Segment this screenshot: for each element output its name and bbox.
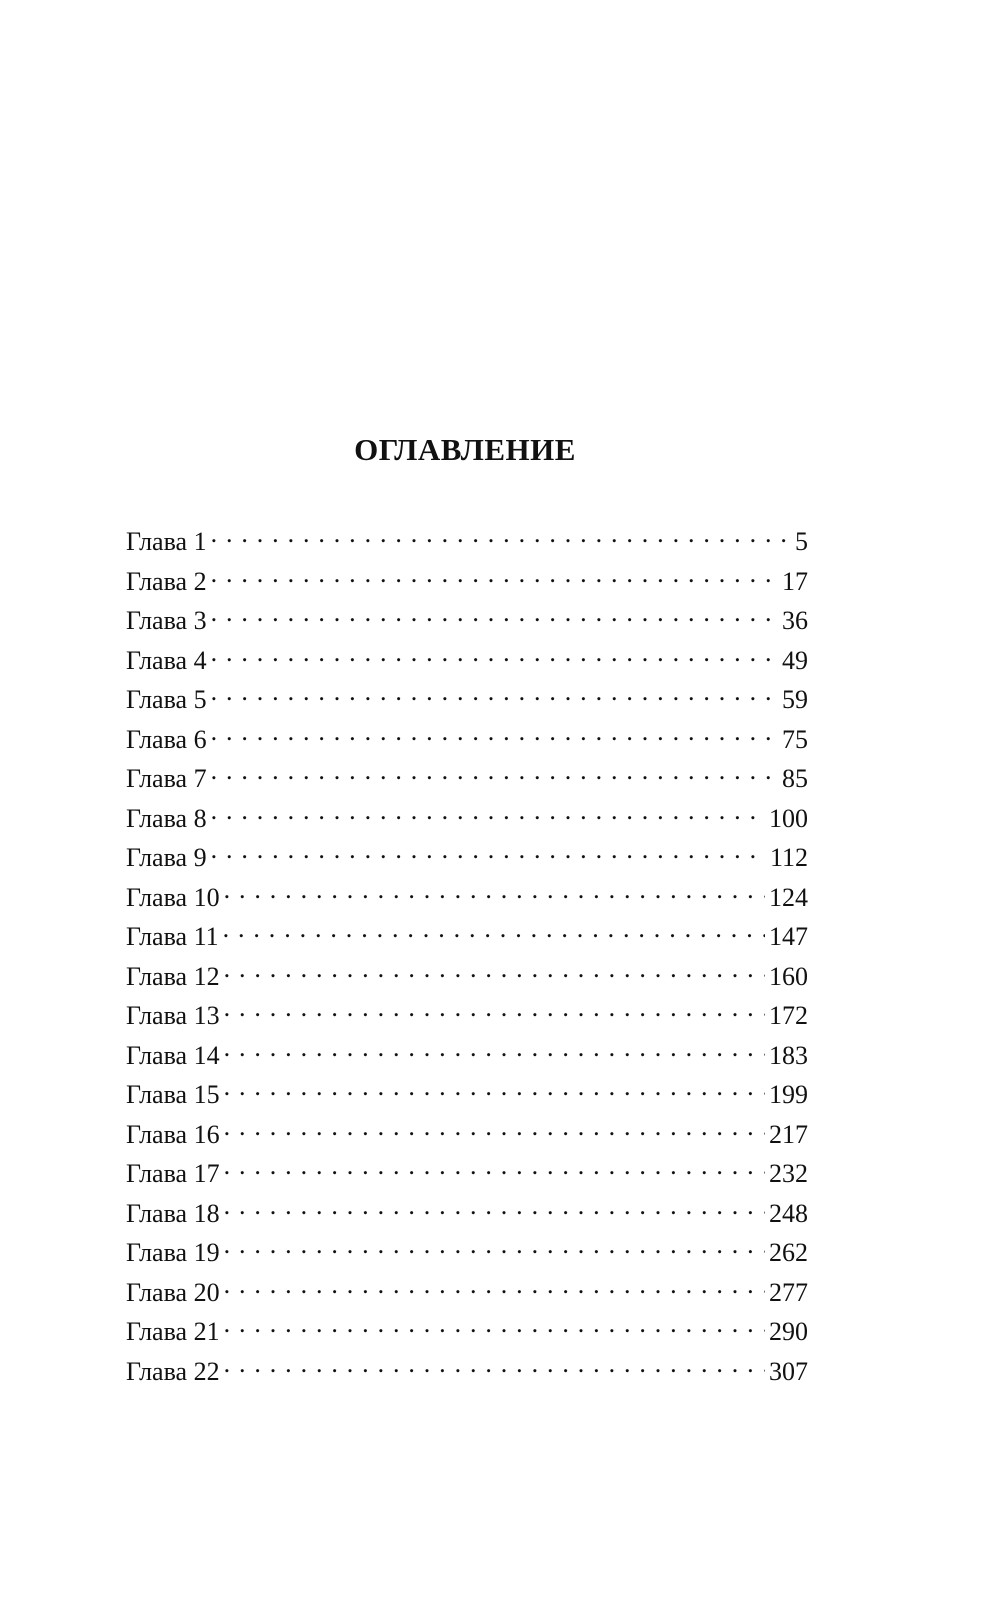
chapter-label: Глава 16	[126, 1119, 220, 1149]
page-title: ОГЛАВЛЕНИЕ	[354, 432, 576, 467]
page-number: 172	[769, 1001, 808, 1030]
dot-leader	[224, 1032, 765, 1064]
page-number: 183	[769, 1040, 808, 1070]
dot-leader	[211, 676, 778, 708]
chapter-label: Глава 2	[126, 566, 207, 596]
page-number: 217	[769, 1119, 808, 1149]
page-number: 147	[769, 922, 808, 951]
toc-entry[interactable]	[126, 795, 808, 835]
chapter-label: Глава 13	[126, 1001, 220, 1030]
chapter-label: Глава 22	[126, 1356, 220, 1386]
page-number: 160	[769, 961, 808, 991]
page-number: 277	[769, 1277, 808, 1307]
dot-leader	[224, 992, 765, 1024]
toc-entry[interactable]	[126, 834, 808, 874]
dot-leader	[224, 1190, 765, 1222]
dot-leader	[224, 1229, 765, 1261]
chapter-label: Глава 1	[126, 527, 207, 556]
chapter-label: Глава 10	[126, 882, 220, 912]
toc-entry[interactable]	[126, 1111, 808, 1151]
chapter-label: Глава 14	[126, 1040, 220, 1070]
toc-entry[interactable]	[126, 676, 808, 716]
dot-leader	[211, 716, 778, 748]
table-of-contents	[126, 518, 808, 1387]
toc-entry[interactable]	[126, 637, 808, 677]
chapter-label: Глава 20	[126, 1277, 220, 1307]
page-number: 85	[782, 764, 808, 793]
toc-entry[interactable]	[126, 874, 808, 914]
dot-leader	[224, 1348, 765, 1380]
dot-leader	[211, 637, 778, 669]
toc-entry[interactable]	[126, 992, 808, 1032]
dot-leader	[224, 1111, 765, 1143]
dot-leader	[211, 597, 778, 629]
chapter-label: Глава 9	[126, 843, 207, 872]
chapter-label: Глава 3	[126, 606, 207, 635]
dot-leader	[211, 518, 791, 550]
toc-entry[interactable]	[126, 755, 808, 795]
chapter-label: Глава 5	[126, 685, 207, 714]
page-number: 307	[769, 1356, 808, 1386]
page-number: 5	[795, 527, 808, 556]
toc-entry[interactable]	[126, 953, 808, 993]
toc-entry[interactable]	[126, 518, 808, 558]
dot-leader	[224, 953, 765, 985]
toc-entry[interactable]	[126, 1348, 808, 1388]
toc-entry[interactable]	[126, 1229, 808, 1269]
page-number: 112	[769, 843, 808, 872]
page-number: 262	[769, 1238, 808, 1267]
toc-entry[interactable]	[126, 1150, 808, 1190]
dot-leader	[224, 1269, 765, 1301]
chapter-label: Глава 11	[126, 922, 219, 951]
dot-leader	[224, 1071, 765, 1103]
dot-leader	[211, 558, 778, 590]
page-number: 199	[769, 1080, 808, 1109]
dot-leader	[224, 874, 765, 906]
dot-leader	[224, 1308, 765, 1340]
chapter-label: Глава 18	[126, 1198, 220, 1228]
chapter-label: Глава 21	[126, 1317, 220, 1346]
chapter-label: Глава 12	[126, 961, 220, 991]
toc-entry[interactable]	[126, 913, 808, 953]
chapter-label: Глава 17	[126, 1159, 220, 1188]
chapter-label: Глава 19	[126, 1238, 220, 1267]
dot-leader	[223, 913, 765, 945]
page-number: 248	[769, 1198, 808, 1228]
page-number: 36	[782, 606, 808, 635]
chapter-label: Глава 6	[126, 724, 207, 754]
dot-leader	[224, 1150, 765, 1182]
chapter-label: Глава 4	[126, 645, 207, 675]
toc-entry[interactable]	[126, 1269, 808, 1309]
toc-entry[interactable]	[126, 1190, 808, 1230]
chapter-label: Глава 15	[126, 1080, 220, 1109]
page-number: 290	[769, 1317, 808, 1346]
page-number: 17	[782, 566, 808, 596]
toc-entry[interactable]	[126, 1032, 808, 1072]
page-number: 232	[769, 1159, 808, 1188]
page-number: 100	[769, 803, 808, 833]
dot-leader	[211, 834, 766, 866]
toc-entry[interactable]	[126, 558, 808, 598]
chapter-label: Глава 7	[126, 764, 207, 793]
page-number: 124	[769, 882, 808, 912]
page-number: 75	[782, 724, 808, 754]
chapter-label: Глава 8	[126, 803, 207, 833]
toc-entry[interactable]	[126, 1071, 808, 1111]
toc-entry[interactable]	[126, 597, 808, 637]
dot-leader	[211, 755, 778, 787]
page-number: 59	[782, 685, 808, 714]
page-number: 49	[782, 645, 808, 675]
toc-entry[interactable]	[126, 1308, 808, 1348]
dot-leader	[211, 795, 765, 827]
toc-entry[interactable]	[126, 716, 808, 756]
